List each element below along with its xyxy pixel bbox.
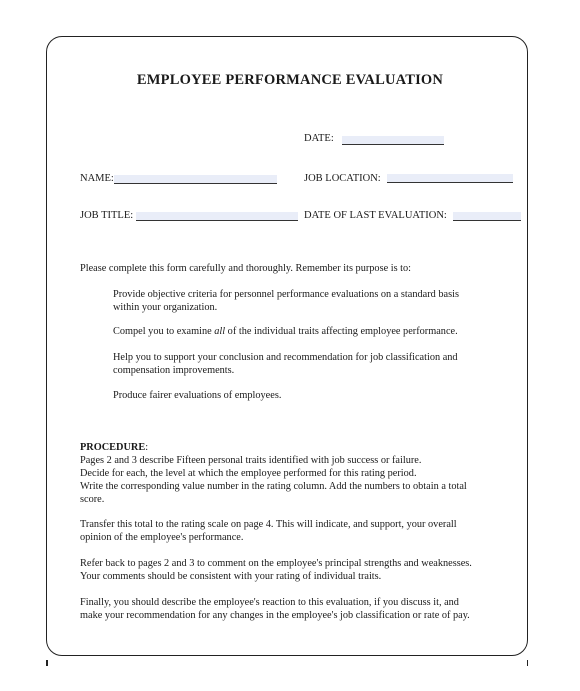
procedure-line: Refer back to pages 2 and 3 to comment on the employee's principal strengths and weaknesses. xyxy=(80,558,472,569)
date-last-evaluation-underline xyxy=(453,220,521,221)
purpose-line: compensation improvements. xyxy=(113,365,235,376)
name-label: NAME: xyxy=(80,173,114,184)
edge-tick-right xyxy=(527,660,529,666)
job-title-underline xyxy=(136,220,298,221)
procedure-line: Your comments should be consistent with your rating of individual traits. xyxy=(80,571,382,582)
procedure-line: Pages 2 and 3 describe Fifteen personal traits identified with job success or failure. xyxy=(80,455,422,466)
purpose-line xyxy=(113,325,458,338)
purpose-item xyxy=(113,325,458,338)
procedure-line: make your recommendation for any changes in the employee's job classification or rate of pay. xyxy=(80,610,470,621)
procedure-section xyxy=(80,441,467,506)
purpose-text: of the individual traits affecting employee performance. xyxy=(225,326,458,337)
purpose-item xyxy=(113,389,281,402)
procedure-heading: PROCEDURE xyxy=(80,442,146,453)
name-underline xyxy=(114,183,277,184)
intro-text xyxy=(80,262,411,275)
purpose-item xyxy=(113,351,458,377)
date-label: DATE: xyxy=(304,133,334,144)
procedure-line: score. xyxy=(80,494,105,505)
purpose-line: Help you to support your conclusion and recommendation for job classification and xyxy=(113,352,458,363)
purpose-text: Compel you to examine xyxy=(113,326,215,337)
job-title-label: JOB TITLE: xyxy=(80,210,134,221)
intro-line: Please complete this form carefully and thoroughly. Remember its purpose is to: xyxy=(80,263,412,274)
procedure-line: Decide for each, the level at which the employee performed for this rating period. xyxy=(80,468,417,479)
procedure-line: opinion of the employee's performance. xyxy=(80,532,244,543)
purpose-emphasis: all xyxy=(214,326,226,337)
procedure-line: Transfer this total to the rating scale on page 4. This will indicate, and support, your overall xyxy=(80,519,457,530)
procedure-line: Write the corresponding value number in the rating column. Add the numbers to obtain a total xyxy=(80,481,467,492)
date-last-evaluation-label: DATE OF LAST EVALUATION: xyxy=(304,210,447,221)
page-bottom-edge xyxy=(46,658,528,691)
purpose-line: Produce fairer evaluations of employees. xyxy=(113,390,282,401)
job-location-label: JOB LOCATION: xyxy=(304,173,381,184)
purpose-item xyxy=(113,288,459,314)
purpose-line: Provide objective criteria for personnel performance evaluations on a standard basis xyxy=(113,289,459,300)
procedure-paragraph xyxy=(80,596,470,622)
procedure-paragraph xyxy=(80,518,457,544)
procedure-heading-line xyxy=(80,441,467,454)
edge-tick-left xyxy=(46,660,48,666)
form-title: EMPLOYEE PERFORMANCE EVALUATION xyxy=(136,72,444,88)
date-underline xyxy=(342,144,444,145)
job-location-underline xyxy=(387,182,513,183)
purpose-line: within your organization. xyxy=(113,302,218,313)
procedure-heading-colon: : xyxy=(145,442,149,453)
procedure-paragraph xyxy=(80,557,472,583)
procedure-line: Finally, you should describe the employee's reaction to this evaluation, if you discuss it, and xyxy=(80,597,459,608)
